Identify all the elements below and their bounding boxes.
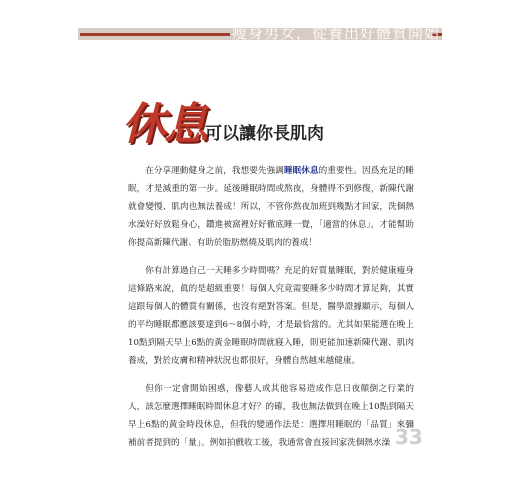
- body-text: [128, 162, 414, 462]
- paragraph-2: 你有計算過自己一天睡多少時間嗎？充足的好質量睡眠，對於健康瘦身這條路來說，眞的是超級重要！每個人究竟需要睡多少時間才算足夠，其實這跟每個人的體質有關係，也沒有絕對答案。但是，醫學證據顯示，每個人的平均睡眠都應該要達到6～8個小時，才是最恰當的。尤其如果能選在晚上10點到隔天早上6點的黃金睡眠時間就寢入睡，則更能加速新陳代謝、肌肉養成，對於皮膚和精神狀況也都很好，身體自然越來越健康。: [128, 266, 414, 366]
- page-number: 33: [395, 425, 423, 449]
- header-stripe: [80, 33, 230, 36]
- chapter-subtitle: 可以讓你長肌肉: [205, 124, 324, 144]
- paragraph-1: [128, 162, 414, 252]
- chapter-title: 休息: [122, 99, 206, 150]
- paragraph-1-start: 在分享運動健身之前，我想要先強調: [145, 166, 284, 176]
- running-header: 瘦身男女，從養出好體質開始: [232, 24, 441, 42]
- highlight-term: 睡眠休息: [283, 166, 319, 176]
- paragraph-3: 但你一定會開始困惑，像藝人或其他容易造成作息日夜顛倒之行業的人，該怎麼選擇睡眠時間休息才好？的確，我也無法做到在晚上10點到隔天早上6點的黃金時段休息，但我的變通作法是：選擇用睡眠的「品質」來彌補前者提到的「量」。例如拍戲收工後，我通常會直接回家洗個熱水澡: [128, 384, 414, 448]
- paragraph-1-rest: 的重要性。因爲充足的睡眠，才是減重的第一步。延後睡眠時間或熬夜，身體得不到修復，新陳代謝就會變慢、肌肉也無法養成！所以，不管你熬夜加班到幾點才回家，洗個熱水澡好好放鬆身心，鑽進被窩裡好好徹底睡一覺，「適當的休息」，才能幫助你提高新陳代謝、有助於脂肪燃燒及肌肉的養成！: [128, 166, 414, 248]
